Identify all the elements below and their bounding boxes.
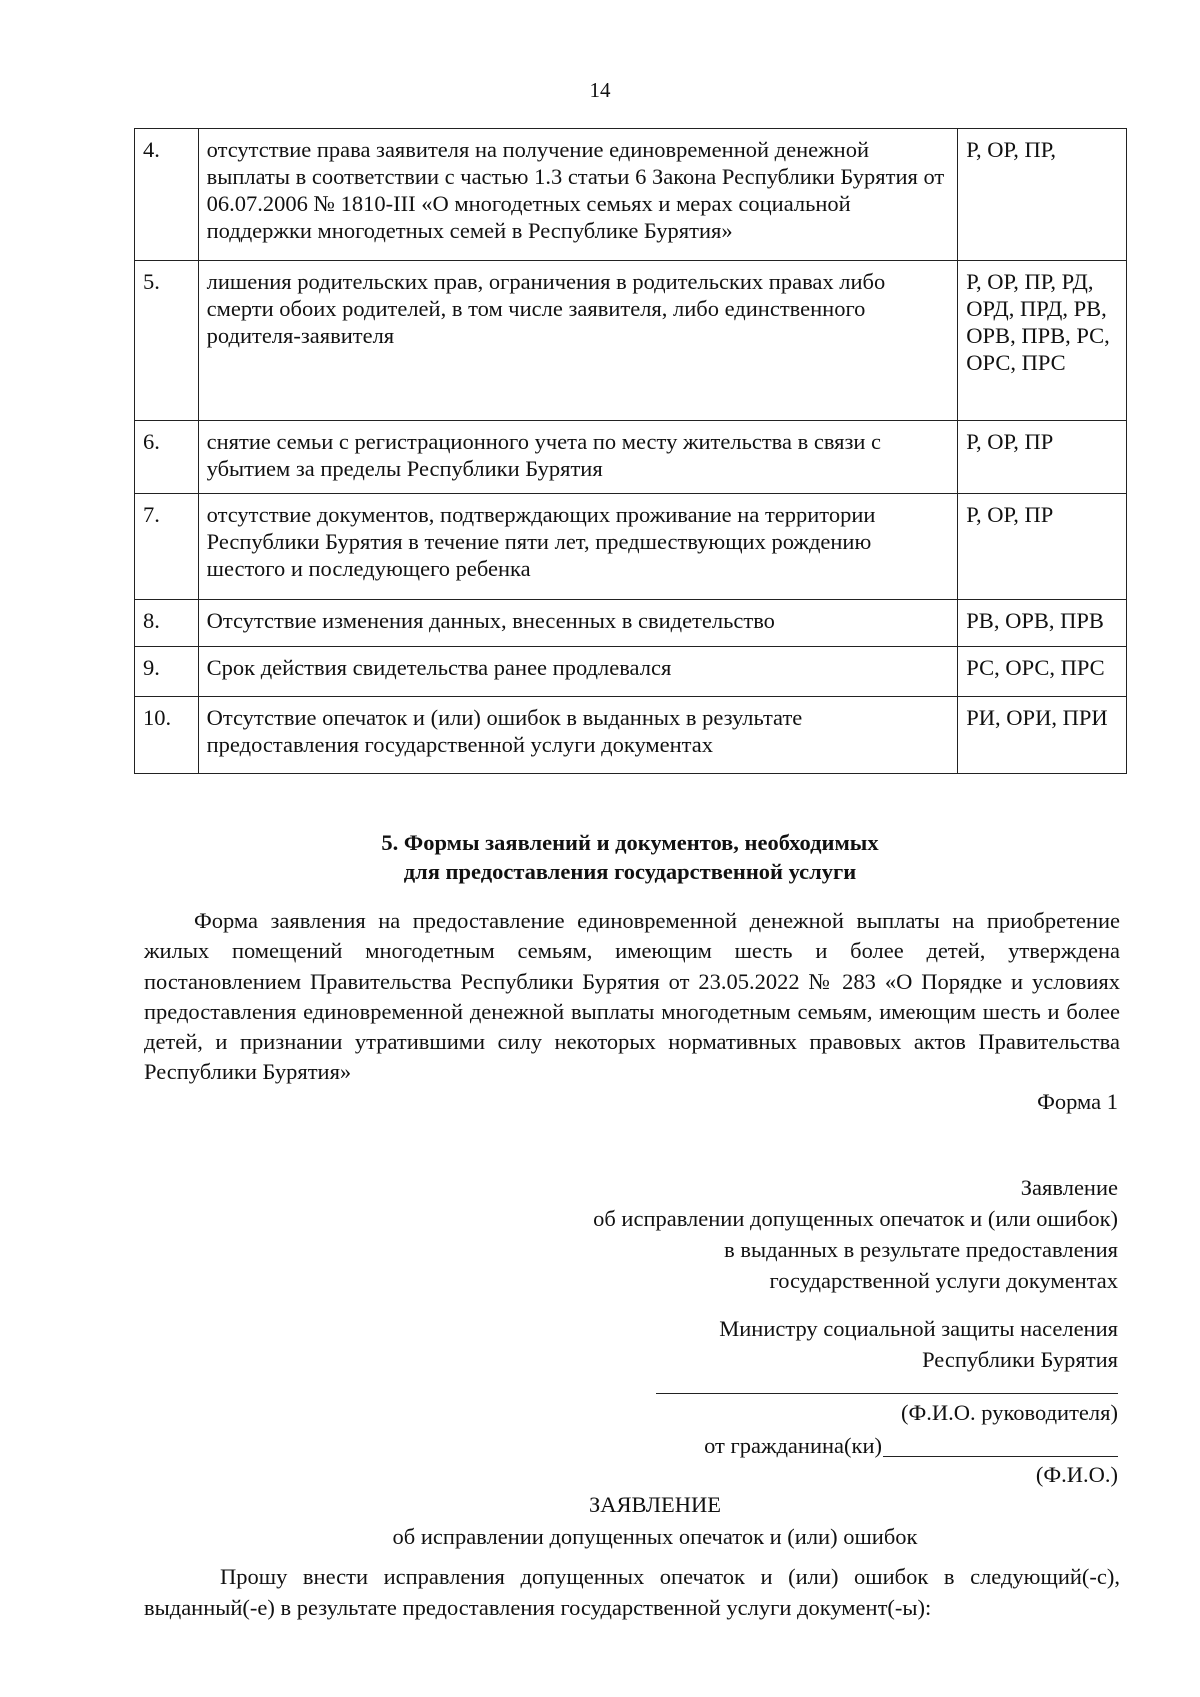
citizen-name-caption: (Ф.И.О.): [1035, 1462, 1118, 1487]
form-title-line1: Заявление: [1020, 1175, 1118, 1200]
form-title-block: [593, 1172, 1118, 1296]
table-row: [135, 261, 1127, 421]
addressee-line1: Министру социальной защиты населения: [719, 1316, 1118, 1341]
addressee-block: [719, 1313, 1118, 1375]
row-codes: Р, ОР, ПР: [958, 494, 1127, 600]
form-label: Форма 1: [1037, 1089, 1118, 1114]
row-number: 6.: [135, 421, 199, 494]
section-heading-line1: 5. Формы заявлений и документов, необходимых: [381, 830, 879, 855]
row-codes: Р, ОР, ПР,: [958, 129, 1127, 261]
row-number: 4.: [135, 129, 199, 261]
section-heading-line2: для предоставления государственной услуги: [403, 859, 857, 884]
row-codes: РС, ОРС, ПРС: [958, 647, 1127, 697]
from-label: от гражданина(ки): [704, 1433, 882, 1458]
row-text: отсутствие документов, подтверждающих проживание на территории Республики Бурятия в течение пяти лет, предшествующих рождению шестого и последующего ребенка: [198, 494, 958, 600]
head-name-caption: (Ф.И.О. руководителя): [901, 1400, 1118, 1425]
form-title-line2: об исправлении допущенных опечаток и (или ошибок): [593, 1206, 1118, 1231]
row-number: 10.: [135, 697, 199, 774]
row-codes: Р, ОР, ПР, РД, ОРД, ПРД, РВ, ОРВ, ПРВ, РС, ОРС, ПРС: [958, 261, 1127, 421]
table-row: [135, 129, 1127, 261]
row-text: отсутствие права заявителя на получение единовременной денежной выплаты в соответствии с частью 1.3 статьи 6 Закона Республики Бурятия от 06.07.2006 № 1810-III «О многодетных семьях и мерах социальной поддержки многодетных семей в Республике Бурятия»: [198, 129, 958, 261]
row-text: снятие семьи с регистрационного учета по месту жительства в связи с убытием за пределы Республики Бурятия: [198, 421, 958, 494]
form-description-paragraph: Форма заявления на предоставление единовременной денежной выплаты на приобретение жилых помещений многодетным семьям, имеющим шесть и более детей, утверждена постановлением Правительства Республики Бурятия от 23.05.2022 № 283 «О Порядке и условиях предоставления единовременной денежной выплаты многодетным семьям, имеющим шесть и более детей, и признании утратившими силу некоторых нормативных правовых актов Правительства Республики Бурятия»: [144, 908, 1120, 1085]
addressee-line2: Республики Бурятия: [922, 1347, 1118, 1372]
citizen-name-line: [883, 1456, 1118, 1457]
page-number: 14: [589, 78, 611, 102]
row-codes: Р, ОР, ПР: [958, 421, 1127, 494]
form-title-line4: государственной услуги документах: [769, 1268, 1118, 1293]
head-name-line: [656, 1393, 1118, 1394]
table-row: [135, 697, 1127, 774]
row-text: Отсутствие изменения данных, внесенных в свидетельство: [198, 600, 958, 647]
table-row: [135, 600, 1127, 647]
row-number: 5.: [135, 261, 199, 421]
table-row: [135, 421, 1127, 494]
statement-subtitle: об исправлении допущенных опечаток и (или) ошибок: [392, 1524, 918, 1549]
row-number: 7.: [135, 494, 199, 600]
form-title-line3: в выданных в результате предоставления: [724, 1237, 1118, 1262]
row-codes: РВ, ОРВ, ПРВ: [958, 600, 1127, 647]
row-text: лишения родительских прав, ограничения в родительских правах либо смерти обоих родителей, в том числе заявителя, либо единственного родителя-заявителя: [198, 261, 958, 421]
row-text: Срок действия свидетельства ранее продлевался: [198, 647, 958, 697]
table-row: [135, 647, 1127, 697]
section-heading: [0, 828, 1200, 886]
table-row: [135, 494, 1127, 600]
row-codes: РИ, ОРИ, ПРИ: [958, 697, 1127, 774]
row-number: 8.: [135, 600, 199, 647]
row-number: 9.: [135, 647, 199, 697]
request-text: Прошу внести исправления допущенных опечаток и (или) ошибок в следующий(-с), выданный(-е) в результате предоставления государственной услуги документ(-ы):: [144, 1564, 1120, 1620]
grounds-table: [134, 128, 1127, 774]
row-text: Отсутствие опечаток и (или) ошибок в выданных в результате предоставления государственной услуги документах: [198, 697, 958, 774]
statement-title: ЗАЯВЛЕНИЕ: [589, 1492, 721, 1517]
